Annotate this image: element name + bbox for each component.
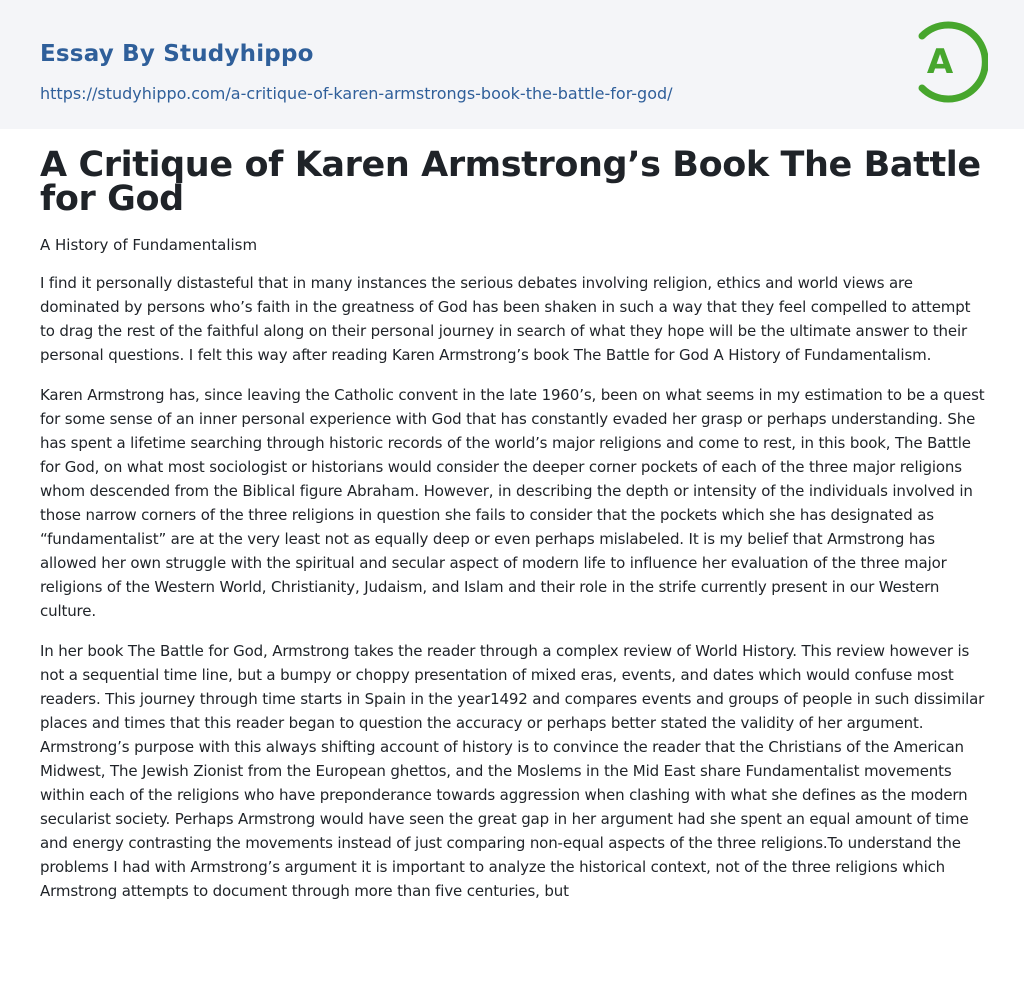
paragraph: I find it personally distasteful that in many instances the serious debates involving religion, ethics and world views are dominated by persons who’s faith in the greatness of God has been shaken in such a way that they feel compelled to attempt to drag the rest of the faithful along on their personal journey in search of what they hope will be the ultimate answer to their personal questions. I felt this way after reading Karen Armstrong’s book The Battle for God A History of Fundamentalism. (40, 274, 971, 364)
essay-url-link[interactable]: https://studyhippo.com/a-critique-of-karen-armstrongs-book-the-battle-for-god/ (40, 84, 673, 103)
article-title: A Critique of Karen Armstrong’s Book The Battle for God (40, 145, 981, 219)
paragraph: In her book The Battle for God, Armstrong takes the reader through a complex review of World History. This review however is not a sequential time line, but a bumpy or choppy presentation of mixed eras, events, and dates which would confuse most readers. This journey through time starts in Spain in the year1492 and compares events and groups of people in such dissimilar places and times that this reader began to question the accuracy or perhaps better stated the validity of her argument. Armstrong’s purpose with this always shifting account of history is to convince the reader that the Christians of the American Midwest, The Jewish Zionist from the European ghettos, and the Moslems in the Mid East share Fundamentalist movements within each of the religions who have preponderance towards aggression when clashing with what she defines as the modern secularist society. Perhaps Armstrong would have seen the great gap in her argument had she spent an equal amount of time and energy contrasting the movements instead of just comparing non-equal aspects of the three religions.To understand the problems I had with Armstrong’s argument it is important to analyze the historical context, not of the three religions which Armstrong attempts to document through more than five centuries, but (40, 642, 985, 900)
site-header (0, 0, 1024, 129)
site-brand[interactable]: Essay By Studyhippo (40, 41, 314, 67)
logo[interactable] (910, 18, 988, 106)
logo-letter: A (926, 42, 954, 82)
article (40, 145, 988, 903)
article-subtitle: A History of Fundamentalism (40, 236, 258, 254)
paragraph: Karen Armstrong has, since leaving the Catholic convent in the late 1960’s, been on what seems in my estimation to be a quest for some sense of an inner personal experience with God that has constantly evaded her grasp or perhaps understanding. She has spent a lifetime searching through historic records of the world’s major religions and come to rest, in this book, The Battle for God, on what most sociologist or historians would consider the deeper corner pockets of each of the three major religions whom descended from the Biblical figure Abraham. However, in describing the depth or intensity of the individuals involved in those narrow corners of the three religions in question she fails to consider that the pockets which she has designated as “fundamentalist” are at the very least not as equally deep or even perhaps mislabeled. It is my belief that Armstrong has allowed her own struggle with the spiritual and secular aspect of modern life to influence her evaluation of the three major religions of the Western World, Christianity, Judaism, and Islam and their role in the strife currently present in our Western culture. (40, 386, 985, 620)
